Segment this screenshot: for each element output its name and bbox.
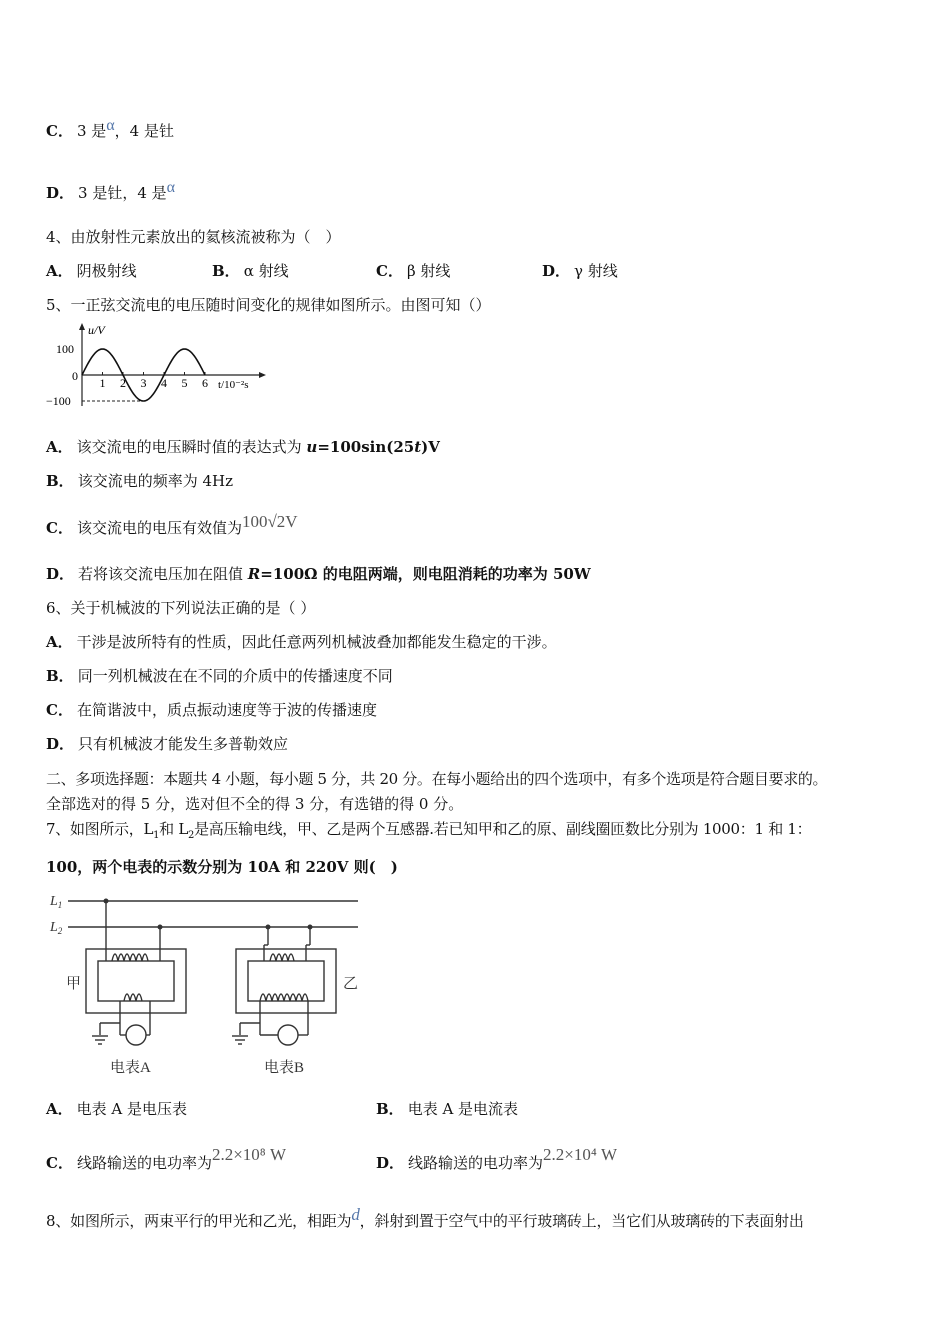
power-formula: 2.2×10⁸ W [211,1145,287,1164]
q7-transformer-diagram [46,885,366,1080]
q7-option-c: C． 线路输送的电功率为2.2×10⁸ W [46,1145,287,1172]
y-axis-label: u/V [88,323,105,337]
section-2-scoring: 全部选对的得 5 分，选对但不全的得 3 分，有选错的得 0 分。 [46,795,464,813]
section-2-heading: 二、多项选择题：本题共 4 小题，每小题 5 分，共 20 分。在每小题给出的四个选项中，有多个选项是符合题目要求的。 [46,770,828,788]
q8-stem: 8、如图所示，两束平行的甲光和乙光，相距为d，斜射到置于空气中的平行玻璃砖上，当它们从玻璃砖的下表面射出 [46,1205,804,1230]
y-tick-0: 0 [72,369,78,383]
alpha-symbol: α [166,179,176,196]
q7-option-b: B． 电表 A 是电流表 [376,1100,519,1118]
q4-option-d: D． γ 射线 [542,262,618,280]
y-tick-100: 100 [56,342,74,356]
x-tick-label: 2 [120,376,126,390]
q5-option-c: C． 该交流电的电压有效值为100√2V [46,512,298,537]
transformer-jia-label: 甲 [66,976,82,992]
option-label: D． [46,184,75,202]
y-tick-minus-100: −100 [46,394,71,408]
q3-option-c: C． 3 是α，4 是钍 [46,117,174,140]
x-tick-label: 3 [140,376,147,390]
x-tick-label: 4 [161,376,167,390]
q6-option-b: B． 同一列机械波在在不同的介质中的传播速度不同 [46,667,393,685]
q5-sine-graph [40,320,270,412]
q5-stem: 5、一正弦交流电的电压随时间变化的规律如图所示。由图可知（） [46,296,491,314]
q4-stem: 4、由放射性元素放出的氦核流被称为（ ） [46,228,341,246]
alpha-symbol: α [106,117,115,134]
x-tick-label: 1 [99,376,106,390]
rms-value-formula: 100√2V [241,512,298,531]
x-tick-label: 6 [202,376,208,390]
q3-option-d: D． 3 是钍，4 是α [46,179,176,202]
x-axis-label: t/10⁻²s [218,379,249,391]
q5-option-b: B． 该交流电的频率为 4Hz [46,472,233,490]
q5-option-a: A． 该交流电的电压瞬时值的表达式为 u=100sin(25t)V [46,438,440,456]
q6-stem: 6、关于机械波的下列说法正确的是（ ） [46,599,316,617]
q7-stem-line1: 7、如图所示，$L_1$和 $L_2$是高压输电线，甲、乙是两个互感器.若已知甲和乙的原、副线圈匝数比分别为 1000：1 和 1： [46,820,812,841]
distance-d-symbol: d [351,1205,360,1224]
q4-option-a: A． 阴极射线 [46,262,137,280]
line-l2-label: $L_2$ [50,920,63,936]
x-tick-label: 5 [181,376,188,390]
q5-option-d: D． 若将该交流电压加在阻值 R=100Ω 的电阻两端，则电阻消耗的功率为 50W [46,565,591,583]
q6-option-c: C． 在简谐波中，质点振动速度等于波的传播速度 [46,701,377,719]
q4-option-c: C． β 射线 [376,262,451,280]
q7-stem-line2: 100，两个电表的示数分别为 10A 和 220V 则( ) [46,858,398,876]
transformer-yi-label: 乙 [343,976,359,992]
q7-option-a: A． 电表 A 是电压表 [46,1100,188,1118]
meter-b-label: 电表B [264,1060,305,1076]
power-formula: 2.2×10⁴ W [543,1145,618,1164]
meter-a-label: 电表A [110,1060,151,1076]
q6-option-d: D． 只有机械波才能发生多普勒效应 [46,735,289,753]
option-label: C． [46,122,73,140]
line-l1-label: $L_1$ [50,894,63,910]
q4-option-b: B． α 射线 [212,262,289,280]
q6-option-a: A． 干涉是波所特有的性质，因此任意两列机械波叠加都能发生稳定的干涉。 [46,633,557,651]
q7-option-d: D． 线路输送的电功率为2.2×10⁴ W [376,1145,618,1172]
